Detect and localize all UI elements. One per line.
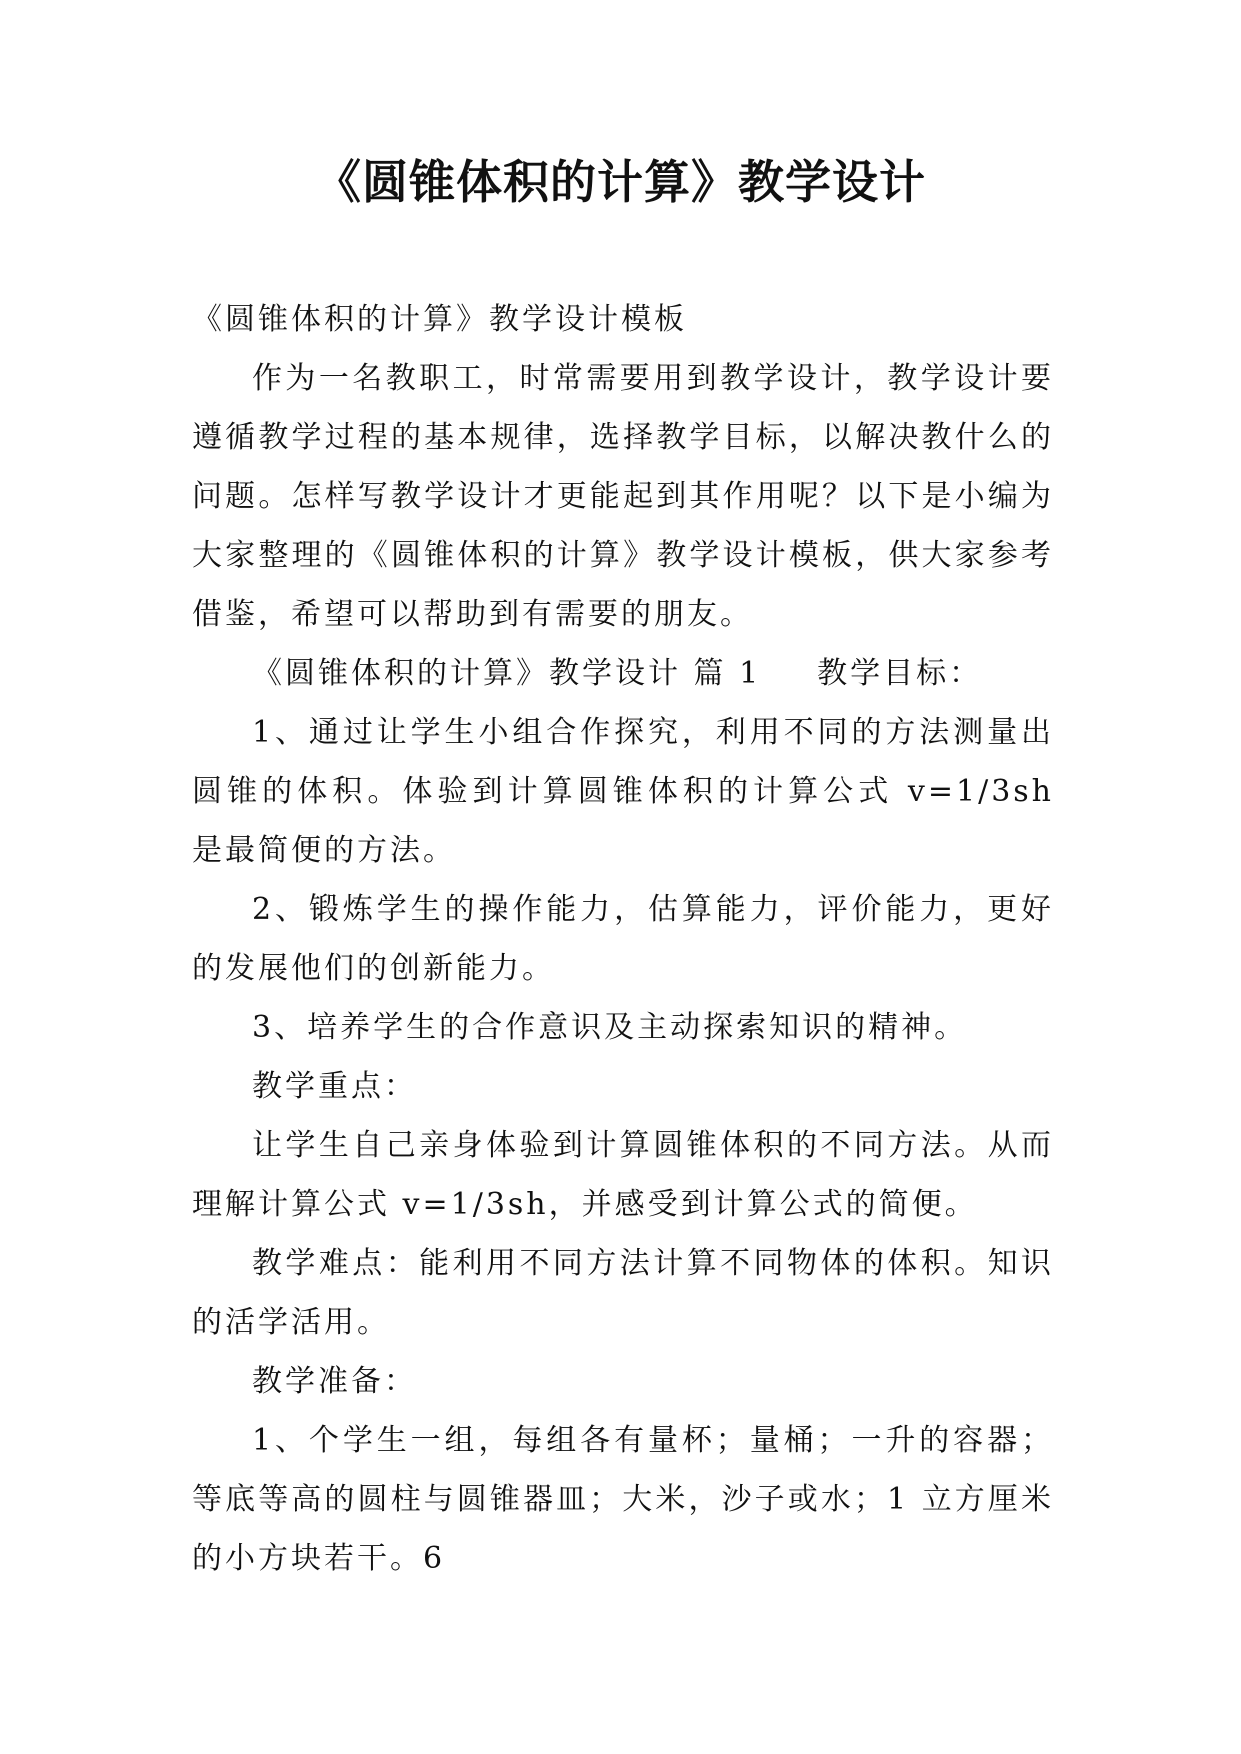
document-title: 《圆锥体积的计算》教学设计: [315, 155, 926, 209]
preparation-item-1: 1、个学生一组，每组各有量杯；量桶；一升的容器；等底等高的圆柱与圆锥器皿；大米，沙子或水；1 立方厘米的小方块若干。6: [192, 1423, 1054, 1576]
key-point-text: 让学生自己亲身体验到计算圆锥体积的不同方法。从而理解计算公式 v=1/3sh，并感受到计算公式的简便。: [192, 1128, 1054, 1222]
goal-item-2: 2、锻炼学生的操作能力，估算能力，评价能力，更好的发展他们的创新能力。: [192, 892, 1054, 986]
goal-item-1: 1、通过让学生小组合作探究，利用不同的方法测量出圆锥的体积。体验到计算圆锥体积的计算公式 v=1/3sh 是最简便的方法。: [192, 715, 1054, 868]
goals-label: 教学目标：: [817, 656, 983, 691]
section-heading-line: [192, 644, 1054, 703]
goal-item-3: 3、培养学生的合作意识及主动探索知识的精神。: [252, 1010, 968, 1045]
difficulty-paragraph: 教学难点：能利用不同方法计算不同物体的体积。知识的活学活用。: [192, 1246, 1054, 1340]
key-point-label: 教学重点：: [252, 1069, 417, 1104]
intro-paragraph: 作为一名教职工，时常需要用到教学设计，教学设计要遵循教学过程的基本规律，选择教学目标，以解决教什么的问题。怎样写教学设计才更能起到其作用呢？以下是小编为大家整理的《圆锥体积的计算》教学设计模板，供大家参考借鉴，希望可以帮助到有需要的朋友。: [192, 361, 1054, 632]
document-body: [192, 290, 1054, 1588]
preparation-label: 教学准备：: [252, 1364, 417, 1399]
section-heading: 《圆锥体积的计算》教学设计 篇 1: [252, 656, 762, 691]
document-subtitle: 《圆锥体积的计算》教学设计模板: [192, 302, 687, 337]
